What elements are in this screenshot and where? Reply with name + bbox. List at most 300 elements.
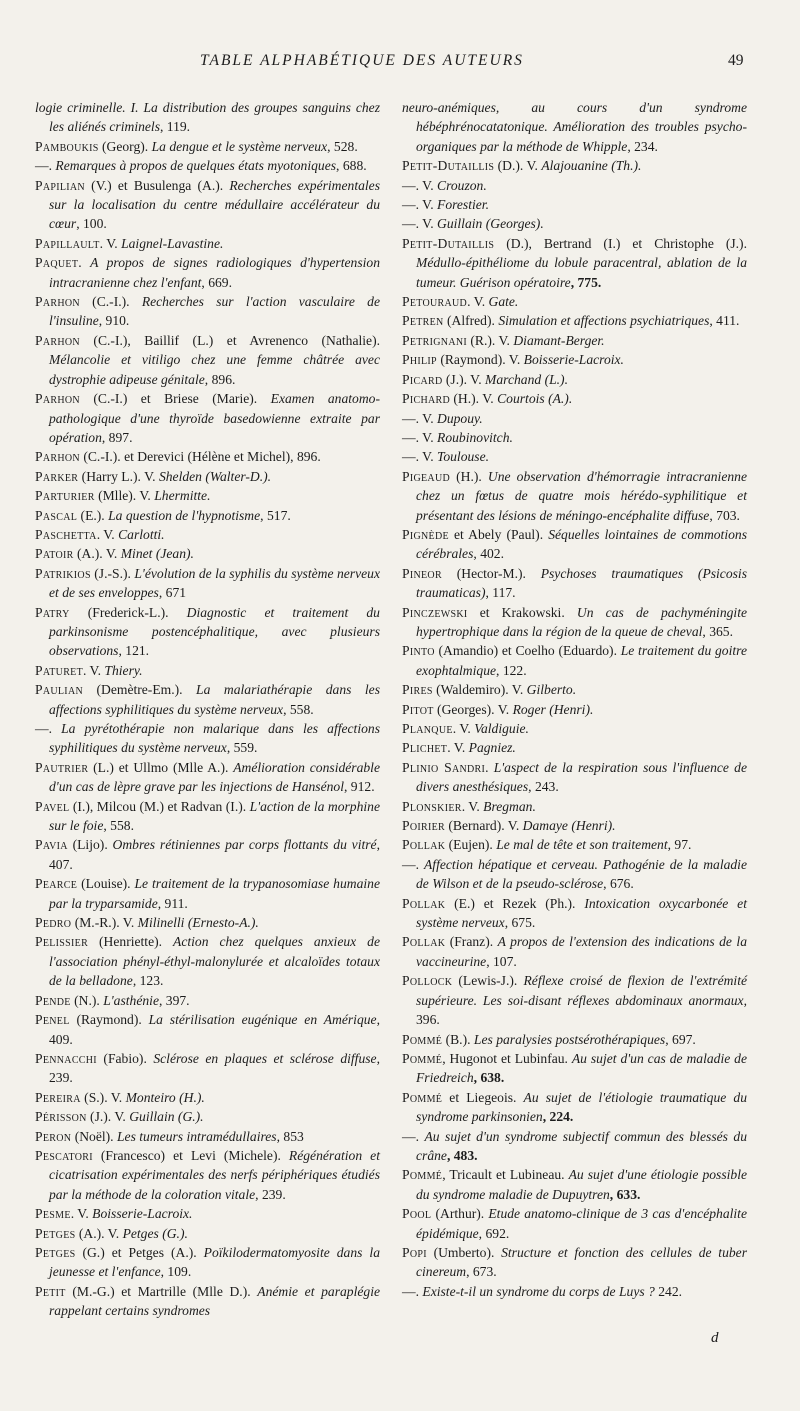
- index-entry: [35, 797, 380, 836]
- work-title: Action chez quelques anxieux de l'association phényl-éthyl-malonylurée et alcaloïdes totaux de la belladone: [49, 934, 380, 989]
- work-title: Médullo-épithéliome du lobule paracentral, ablation de la tumeur. Guérison opératoire: [416, 255, 747, 290]
- work-title: Boisserie-Lacroix.: [92, 1206, 193, 1222]
- work-title: La malariathérapie dans les affections syphilitiques du système nerveux: [49, 682, 380, 717]
- entry-text: (C.-I.). et Derevici (Hélène et Michel), 896.: [79, 449, 321, 465]
- index-entry: [35, 389, 380, 447]
- work-title: Anémie et paraplégie rappelant certains syndromes: [49, 1283, 380, 1319]
- work-title: L'évolution de la syphilis du système nerveux et de ses enveloppes: [49, 565, 380, 601]
- index-entry: [402, 370, 747, 389]
- entry-text: (C.-I.), Baillif (L.) et Avrenenco (Nathalie).: [79, 332, 380, 348]
- author-name: Parhon: [35, 294, 80, 310]
- printer-signature-mark: d: [711, 1330, 719, 1346]
- entry-text: (Georges). V.: [433, 701, 513, 717]
- page-reference: , 671: [158, 585, 187, 601]
- author-name: Pitot: [402, 701, 434, 717]
- page-reference: , 692.: [478, 1225, 510, 1241]
- index-entry: [35, 137, 380, 156]
- entry-text: , Tricault et Lubineau.: [442, 1167, 569, 1183]
- index-entry: [402, 603, 747, 642]
- index-entry: [402, 467, 747, 525]
- work-title: Au sujet d'une étiologie possible du syndrome maladie de Dupuytren: [416, 1167, 748, 1202]
- author-name: Planque: [402, 721, 453, 736]
- author-name: Pignède: [402, 526, 449, 542]
- page-reference: , 911.: [157, 895, 188, 911]
- index-entry: [402, 564, 747, 603]
- page-reference: , 912.: [344, 779, 375, 795]
- index-entry: [402, 971, 747, 1029]
- entry-text: —.: [35, 158, 56, 174]
- entry-text: (Eujen).: [445, 837, 497, 853]
- entry-text: (S.). V.: [80, 1089, 126, 1105]
- entry-text: . V.: [96, 526, 119, 542]
- entry-text: (B.).: [442, 1031, 474, 1047]
- index-entry: [402, 156, 747, 175]
- work-title: Au sujet de l'étiologie traumatique du syndrome parkinsonien: [416, 1089, 747, 1125]
- index-entry: [402, 350, 747, 369]
- index-entry: [402, 331, 747, 350]
- index-entry: [35, 331, 380, 389]
- work-title: Recherches expérimentales sur la localisation du centre médullaire accélérateur du cœur: [49, 177, 381, 232]
- page-reference: , 673.: [466, 1264, 497, 1280]
- entry-text: . V.: [467, 294, 489, 310]
- work-title: Le traitement du goitre exophtalmique: [416, 643, 747, 678]
- author-name: Pende: [35, 992, 71, 1008]
- work-title: A propos de l'extension des indications de la vaccineurine: [416, 934, 747, 969]
- author-name: Petges: [35, 1225, 76, 1241]
- index-entry: [35, 234, 380, 253]
- author-name: Pamboukis: [35, 138, 99, 154]
- index-entry: [35, 467, 380, 486]
- page-reference: , 243.: [528, 779, 559, 795]
- page-reference: , 559.: [226, 740, 258, 756]
- page-reference: , 224.: [542, 1109, 574, 1125]
- author-name: Pautrier: [35, 759, 89, 775]
- page-reference: , 703.: [709, 507, 740, 523]
- page-reference: , 107.: [486, 953, 517, 969]
- page-reference: , 407.: [49, 837, 381, 872]
- page-reference: , 483.: [446, 1147, 478, 1163]
- index-entry: [402, 1088, 747, 1127]
- entry-text: —.: [35, 721, 62, 736]
- author-name: Patoir: [35, 546, 74, 562]
- author-name: Pichard: [402, 391, 450, 407]
- page-reference: , 119.: [160, 119, 191, 135]
- author-name: Pavia: [35, 837, 68, 853]
- work-title: Séquelles lointaines de commotions cérébrales: [416, 526, 747, 562]
- index-entry: [35, 835, 380, 874]
- index-entry: [402, 1204, 747, 1243]
- work-title: A propos de signes radiologiques d'hypertension intracranienne chez l'enfant: [49, 255, 380, 290]
- entry-text: —.: [402, 856, 424, 872]
- work-title: Etude anatomo-clinique de 3 cas d'encéphalite épidémique: [416, 1206, 747, 1241]
- page-reference: , 239.: [255, 1186, 286, 1202]
- author-name: Paquet: [35, 255, 79, 271]
- author-name: Poirier: [402, 818, 445, 834]
- index-entry: [402, 98, 747, 156]
- entry-text: (Umberto).: [426, 1244, 502, 1260]
- author-name: Pennacchi: [35, 1050, 97, 1066]
- index-entry: [402, 719, 747, 738]
- index-entry: [402, 409, 747, 428]
- page-reference: , 528.: [327, 138, 358, 154]
- running-title: TABLE ALPHABÉTIQUE DES AUTEURS: [200, 52, 524, 69]
- work-title: Diagnostic et traitement du parkinsonisme postencéphalitique, avec plusieurs observations: [49, 604, 380, 659]
- page-reference: , 97.: [667, 837, 692, 853]
- author-name: Pinto: [402, 643, 435, 659]
- author-name: Plinio Sandri: [402, 759, 486, 775]
- entry-text: (Noël).: [71, 1128, 117, 1144]
- entry-text: —.: [402, 1128, 425, 1144]
- page-reference: , 123.: [132, 973, 164, 989]
- index-entry: [35, 525, 380, 544]
- entry-text: (V.) et Busulenga (A.).: [84, 177, 230, 193]
- entry-text: (Amandio) et Coelho (Eduardo).: [434, 643, 621, 659]
- entry-text: (Henriette).: [88, 934, 174, 950]
- page-reference: , 109.: [160, 1264, 192, 1280]
- index-entry: [35, 1224, 380, 1243]
- work-title: Réflexe croisé de flexion de l'extrémité supérieure. Les soi-disant réflexes abdominaux anormaux: [416, 973, 748, 1008]
- author-name: Peron: [35, 1128, 72, 1144]
- work-title: Guillain (Georges).: [437, 216, 544, 232]
- author-name: Pollak: [402, 934, 446, 950]
- page-reference: , 910.: [98, 313, 130, 329]
- index-entry: [402, 1165, 747, 1204]
- entry-text: .: [485, 759, 494, 775]
- entry-text: (Demètre-Em.).: [83, 682, 197, 698]
- entry-text: (Raymond). V.: [436, 352, 524, 368]
- entry-text: (I.), Milcou (M.) et Radvan (I.).: [69, 798, 250, 814]
- entry-text: (Louise).: [77, 876, 135, 892]
- work-title: La dengue et le système nerveux: [151, 138, 328, 154]
- work-title: Au sujet d'un syndrome subjectif commun des blessés du crâne: [416, 1128, 748, 1163]
- work-title: Les tumeurs intramédullaires: [116, 1128, 277, 1144]
- work-title: Simulation et affections psychiatriques: [498, 313, 710, 329]
- page-reference: , 669.: [201, 274, 232, 290]
- author-name: Petit: [35, 1283, 66, 1299]
- index-entry: [402, 738, 747, 757]
- index-entry: [35, 932, 380, 990]
- work-title: Régénération et cicatrisation expérimentales des nerfs périphériques étudiés par la méthode de la coloration vitale: [49, 1147, 380, 1202]
- work-title: Psychoses traumatiques (Psicosis traumaticas): [416, 565, 747, 601]
- page-number: 49: [728, 52, 744, 69]
- work-title: Existe-t-il un syndrome du corps de Luys ?: [422, 1283, 655, 1299]
- index-column-left: [35, 98, 380, 1321]
- work-title: Intoxication oxycarbonée et système nerveux: [416, 895, 747, 931]
- work-title: Thiery.: [104, 662, 143, 678]
- author-name: Pelissier: [35, 934, 89, 950]
- index-entry: [35, 1146, 380, 1204]
- author-name: Penel: [35, 1012, 70, 1028]
- author-name: Parhon: [35, 391, 80, 407]
- index-entry: [35, 486, 380, 505]
- index-entry: [35, 661, 380, 680]
- author-name: Périsson: [35, 1109, 87, 1125]
- entry-text: . V.: [452, 721, 475, 736]
- work-title: Courtois (A.).: [497, 391, 573, 407]
- work-title: Minet (Jean).: [120, 546, 194, 562]
- work-title: Le mal de tête et son traitement: [496, 837, 668, 853]
- entry-text: (E.).: [77, 507, 109, 523]
- index-entry: [402, 1282, 747, 1301]
- entry-text: (E.) et Rezek (Ph.).: [445, 895, 585, 911]
- entry-text: . V.: [461, 798, 484, 814]
- author-name: Pearce: [35, 876, 78, 892]
- page-reference: , 396.: [416, 992, 747, 1028]
- page-reference: , 697.: [665, 1031, 696, 1047]
- author-name: Pommé: [402, 1050, 443, 1066]
- page-reference: , 121.: [118, 643, 150, 659]
- work-title: Examen anatomo-pathologique d'une thyroïde basedowienne extraite par opération: [49, 391, 380, 445]
- entry-text: —. V.: [402, 177, 438, 193]
- work-title: Sclérose en plaques et sclérose diffuse: [153, 1050, 377, 1066]
- entry-text: (H.).: [450, 468, 488, 484]
- entry-text: . V.: [447, 740, 469, 756]
- page-reference: , 409.: [49, 1012, 380, 1047]
- index-entry: [402, 680, 747, 699]
- work-title: Structure et fonction des cellules de tuber cinereum: [416, 1244, 747, 1280]
- index-entry: [402, 700, 747, 719]
- work-title: Petges (G.).: [122, 1225, 188, 1241]
- page-reference: , 775.: [570, 274, 602, 290]
- index-entry: [35, 1049, 380, 1088]
- author-name: Paschetta: [35, 526, 97, 542]
- work-title: L'asthénie: [103, 992, 159, 1008]
- index-entry: [402, 641, 747, 680]
- author-name: Plonskier: [402, 798, 462, 814]
- index-entry: [402, 1030, 747, 1049]
- index-entry: [35, 1088, 380, 1107]
- work-title: Alajouanine (Th.).: [541, 158, 642, 174]
- index-entry: [35, 719, 380, 758]
- work-title: Une observation d'hémorragie intracranienne chez un fœtus de quatre mois hérédo-syphilitique et présentant des lésions de méningo-encéphalite diffuse: [416, 468, 747, 523]
- index-entry: [35, 1010, 380, 1049]
- work-title: Forestier.: [437, 197, 489, 213]
- entry-text: (Georg).: [98, 138, 152, 154]
- author-name: Patry: [35, 604, 70, 620]
- entry-text: (Alfred).: [443, 313, 499, 329]
- work-title: Poïkilodermatomyosite dans la jeunesse et l'enfance: [49, 1244, 381, 1280]
- index-entry: [35, 506, 380, 525]
- index-entry: [35, 98, 380, 137]
- work-title: La pyrétothérapie non malarique dans les affections syphilitiques du système nerveux: [49, 721, 380, 756]
- work-title: Carlotti.: [118, 526, 165, 542]
- entry-text: —. V.: [402, 429, 438, 445]
- author-name: Papilian: [35, 177, 85, 193]
- work-title: Recherches sur l'action vasculaire de l'insuline: [49, 294, 380, 329]
- author-name: Petouraud: [402, 294, 468, 310]
- entry-text: (Hector-M.).: [441, 565, 541, 581]
- entry-text: (Lijo).: [67, 837, 113, 853]
- author-name: Petren: [402, 313, 444, 329]
- entry-text: —. V.: [402, 216, 438, 232]
- index-entry: [402, 234, 747, 292]
- work-title: Les paralysies postsérothérapiques: [473, 1031, 666, 1047]
- entry-text: (Lewis-J.).: [452, 973, 524, 989]
- work-title: Roger (Henri).: [512, 701, 594, 717]
- author-name: Pigeaud: [402, 468, 450, 484]
- index-entry: [35, 447, 380, 466]
- page-reference: , 688.: [336, 158, 367, 174]
- index-entry: [35, 874, 380, 913]
- entry-text: —. V.: [402, 410, 438, 426]
- work-title: Guillain (G.).: [129, 1109, 204, 1125]
- author-name: Petit-Dutaillis: [402, 158, 495, 174]
- entry-text: —.: [402, 1283, 423, 1299]
- index-entry: [402, 1243, 747, 1282]
- work-title: Crouzon.: [437, 177, 487, 193]
- entry-text: (R.). V.: [467, 332, 514, 348]
- index-entry: [402, 1127, 747, 1166]
- work-title: Roubinovitch.: [437, 429, 513, 445]
- author-name: Papillault: [35, 235, 100, 251]
- author-name: Parhon: [35, 332, 80, 348]
- work-title: Boisserie-Lacroix.: [523, 352, 624, 368]
- page-reference: , 397.: [158, 992, 190, 1008]
- work-title: Bregman.: [483, 798, 536, 814]
- work-title: Shelden (Walter-D.).: [158, 468, 272, 484]
- author-name: Patrikios: [35, 565, 91, 581]
- entry-text: et Liegeois.: [442, 1089, 524, 1105]
- work-title: La question de l'hypnotisme: [108, 507, 261, 523]
- index-entry: [402, 1049, 747, 1088]
- entry-text: (H.). V.: [450, 391, 498, 407]
- entry-text: —. V.: [402, 449, 438, 465]
- page-reference: , 411.: [709, 313, 740, 329]
- index-entry: [402, 816, 747, 835]
- index-entry: [402, 311, 747, 330]
- index-entry: [402, 797, 747, 816]
- work-title: Damaye (Henri).: [522, 818, 616, 834]
- entry-text: (Franz).: [445, 934, 498, 950]
- entry-text: (Francesco) et Levi (Michele).: [92, 1147, 289, 1163]
- work-title: logie criminelle. I. La distribution des groupes sanguins chez les aliénés criminels: [35, 100, 380, 135]
- page-reference: , 239.: [49, 1050, 380, 1086]
- entry-text: (Fabio).: [96, 1050, 154, 1066]
- index-entry: [35, 544, 380, 563]
- author-name: Philip: [402, 352, 437, 368]
- entry-text: —. V.: [402, 197, 438, 213]
- entry-text: (J.). V.: [442, 371, 486, 387]
- entry-text: (Bernard). V.: [445, 818, 523, 834]
- work-title: Mélancolie et vitiligo chez une femme châtrée avec dystrophie adipeuse génitale: [49, 352, 380, 387]
- entry-text: (M.-G.) et Martrille (Mlle D.).: [65, 1283, 258, 1299]
- entry-text: .: [78, 255, 91, 271]
- entry-text: . V.: [99, 235, 122, 251]
- entry-text: (Harry L.). V.: [78, 468, 159, 484]
- work-title: Monteiro (H.).: [125, 1089, 205, 1105]
- page-reference: 242.: [654, 1283, 683, 1299]
- page-reference: , 122.: [496, 662, 527, 678]
- work-title: La stérilisation eugénique en Amérique: [148, 1012, 377, 1028]
- author-name: Pool: [402, 1206, 432, 1222]
- author-name: Petrignani: [402, 332, 467, 348]
- author-name: Parturier: [35, 488, 95, 504]
- work-title: Valdiguie.: [474, 721, 529, 736]
- work-title: Un cas de pachyméningite hypertrophique dans la région de la queue de cheval: [416, 604, 748, 639]
- entry-text: (A.). V.: [73, 546, 121, 562]
- index-entry: [402, 447, 747, 466]
- index-entry: [402, 292, 747, 311]
- page-reference: , 676.: [603, 876, 634, 892]
- work-title: Le traitement de la trypanosomiase humaine par la tryparsamide: [49, 876, 380, 911]
- page-reference: , 675.: [504, 915, 536, 931]
- entry-text: (D.), Bertrand (I.) et Christophe (J.).: [494, 235, 747, 251]
- index-column-right: [402, 98, 747, 1301]
- index-entry: [402, 525, 747, 564]
- index-entry: [402, 932, 747, 971]
- index-entry: [402, 855, 747, 894]
- work-title: Laignel-Lavastine.: [121, 235, 224, 251]
- index-entry: [35, 913, 380, 932]
- page-reference: , 633.: [609, 1186, 641, 1202]
- author-name: Pinczewski: [402, 604, 468, 620]
- author-name: Pollock: [402, 973, 453, 989]
- author-name: Pesme: [35, 1206, 71, 1222]
- index-entry: [402, 835, 747, 854]
- index-entry: [35, 1243, 380, 1282]
- author-name: Pineor: [402, 565, 442, 581]
- entry-text: (Frederick-L.).: [69, 604, 187, 620]
- author-name: Pollak: [402, 895, 446, 911]
- work-title: Au sujet d'un cas de maladie de Friedreich: [416, 1050, 747, 1086]
- author-name: Pescatori: [35, 1147, 93, 1163]
- page-reference: , 402.: [473, 546, 504, 562]
- author-name: Petges: [35, 1244, 76, 1260]
- page-reference: , 897.: [101, 429, 133, 445]
- entry-text: (A.). V.: [75, 1225, 123, 1241]
- index-entry: [35, 156, 380, 175]
- work-title: Marchand (L.).: [485, 371, 568, 387]
- page-reference: , 117.: [485, 585, 516, 601]
- entry-text: (C.-I.).: [79, 294, 142, 310]
- entry-text: (Waldemiro). V.: [432, 682, 527, 698]
- index-entry: [402, 389, 747, 408]
- work-title: Remarques à propos de quelques états myotoniques: [55, 158, 337, 174]
- entry-text: , Hugonot et Lubinfau.: [442, 1050, 572, 1066]
- work-title: Lhermitte.: [154, 488, 211, 504]
- author-name: Picard: [402, 371, 443, 387]
- entry-text: (J.). V.: [86, 1109, 130, 1125]
- entry-text: (G.) et Petges (A.).: [75, 1244, 204, 1260]
- index-entry: [35, 292, 380, 331]
- entry-text: (J.-S.).: [90, 565, 135, 581]
- entry-text: (D.). V.: [494, 158, 542, 174]
- page-reference: , 234.: [627, 138, 658, 154]
- index-entry: [402, 758, 747, 797]
- entry-text: et Krakowski.: [467, 604, 577, 620]
- author-name: Pollak: [402, 837, 446, 853]
- index-entry: [35, 758, 380, 797]
- work-title: Affection hépatique et cerveau. Pathogénie de la maladie de Wilson et de la pseudo-sclérose: [416, 856, 747, 892]
- index-entry: [35, 1127, 380, 1146]
- index-entry: [35, 991, 380, 1010]
- author-name: Pedro: [35, 915, 72, 931]
- work-title: neuro-anémiques, au cours d'un syndrome hébéphrénocatatonique. Amélioration des troubles psycho-organiques par la méthode de Whipple: [402, 100, 747, 154]
- index-entry: [35, 680, 380, 719]
- author-name: Paulian: [35, 682, 83, 698]
- work-title: L'aspect de la respiration sous l'influence de divers anesthésiques: [416, 759, 747, 795]
- work-title: Toulouse.: [437, 449, 490, 465]
- entry-text: . V.: [70, 1206, 93, 1222]
- page-reference: , 896.: [204, 371, 236, 387]
- entry-text: (N.).: [70, 992, 104, 1008]
- page-reference: , 100.: [76, 216, 107, 232]
- index-entry: [35, 176, 380, 234]
- index-entry: [402, 894, 747, 933]
- work-title: Pagniez.: [468, 740, 516, 756]
- author-name: Pommé: [402, 1031, 443, 1047]
- author-name: Plichet: [402, 740, 448, 756]
